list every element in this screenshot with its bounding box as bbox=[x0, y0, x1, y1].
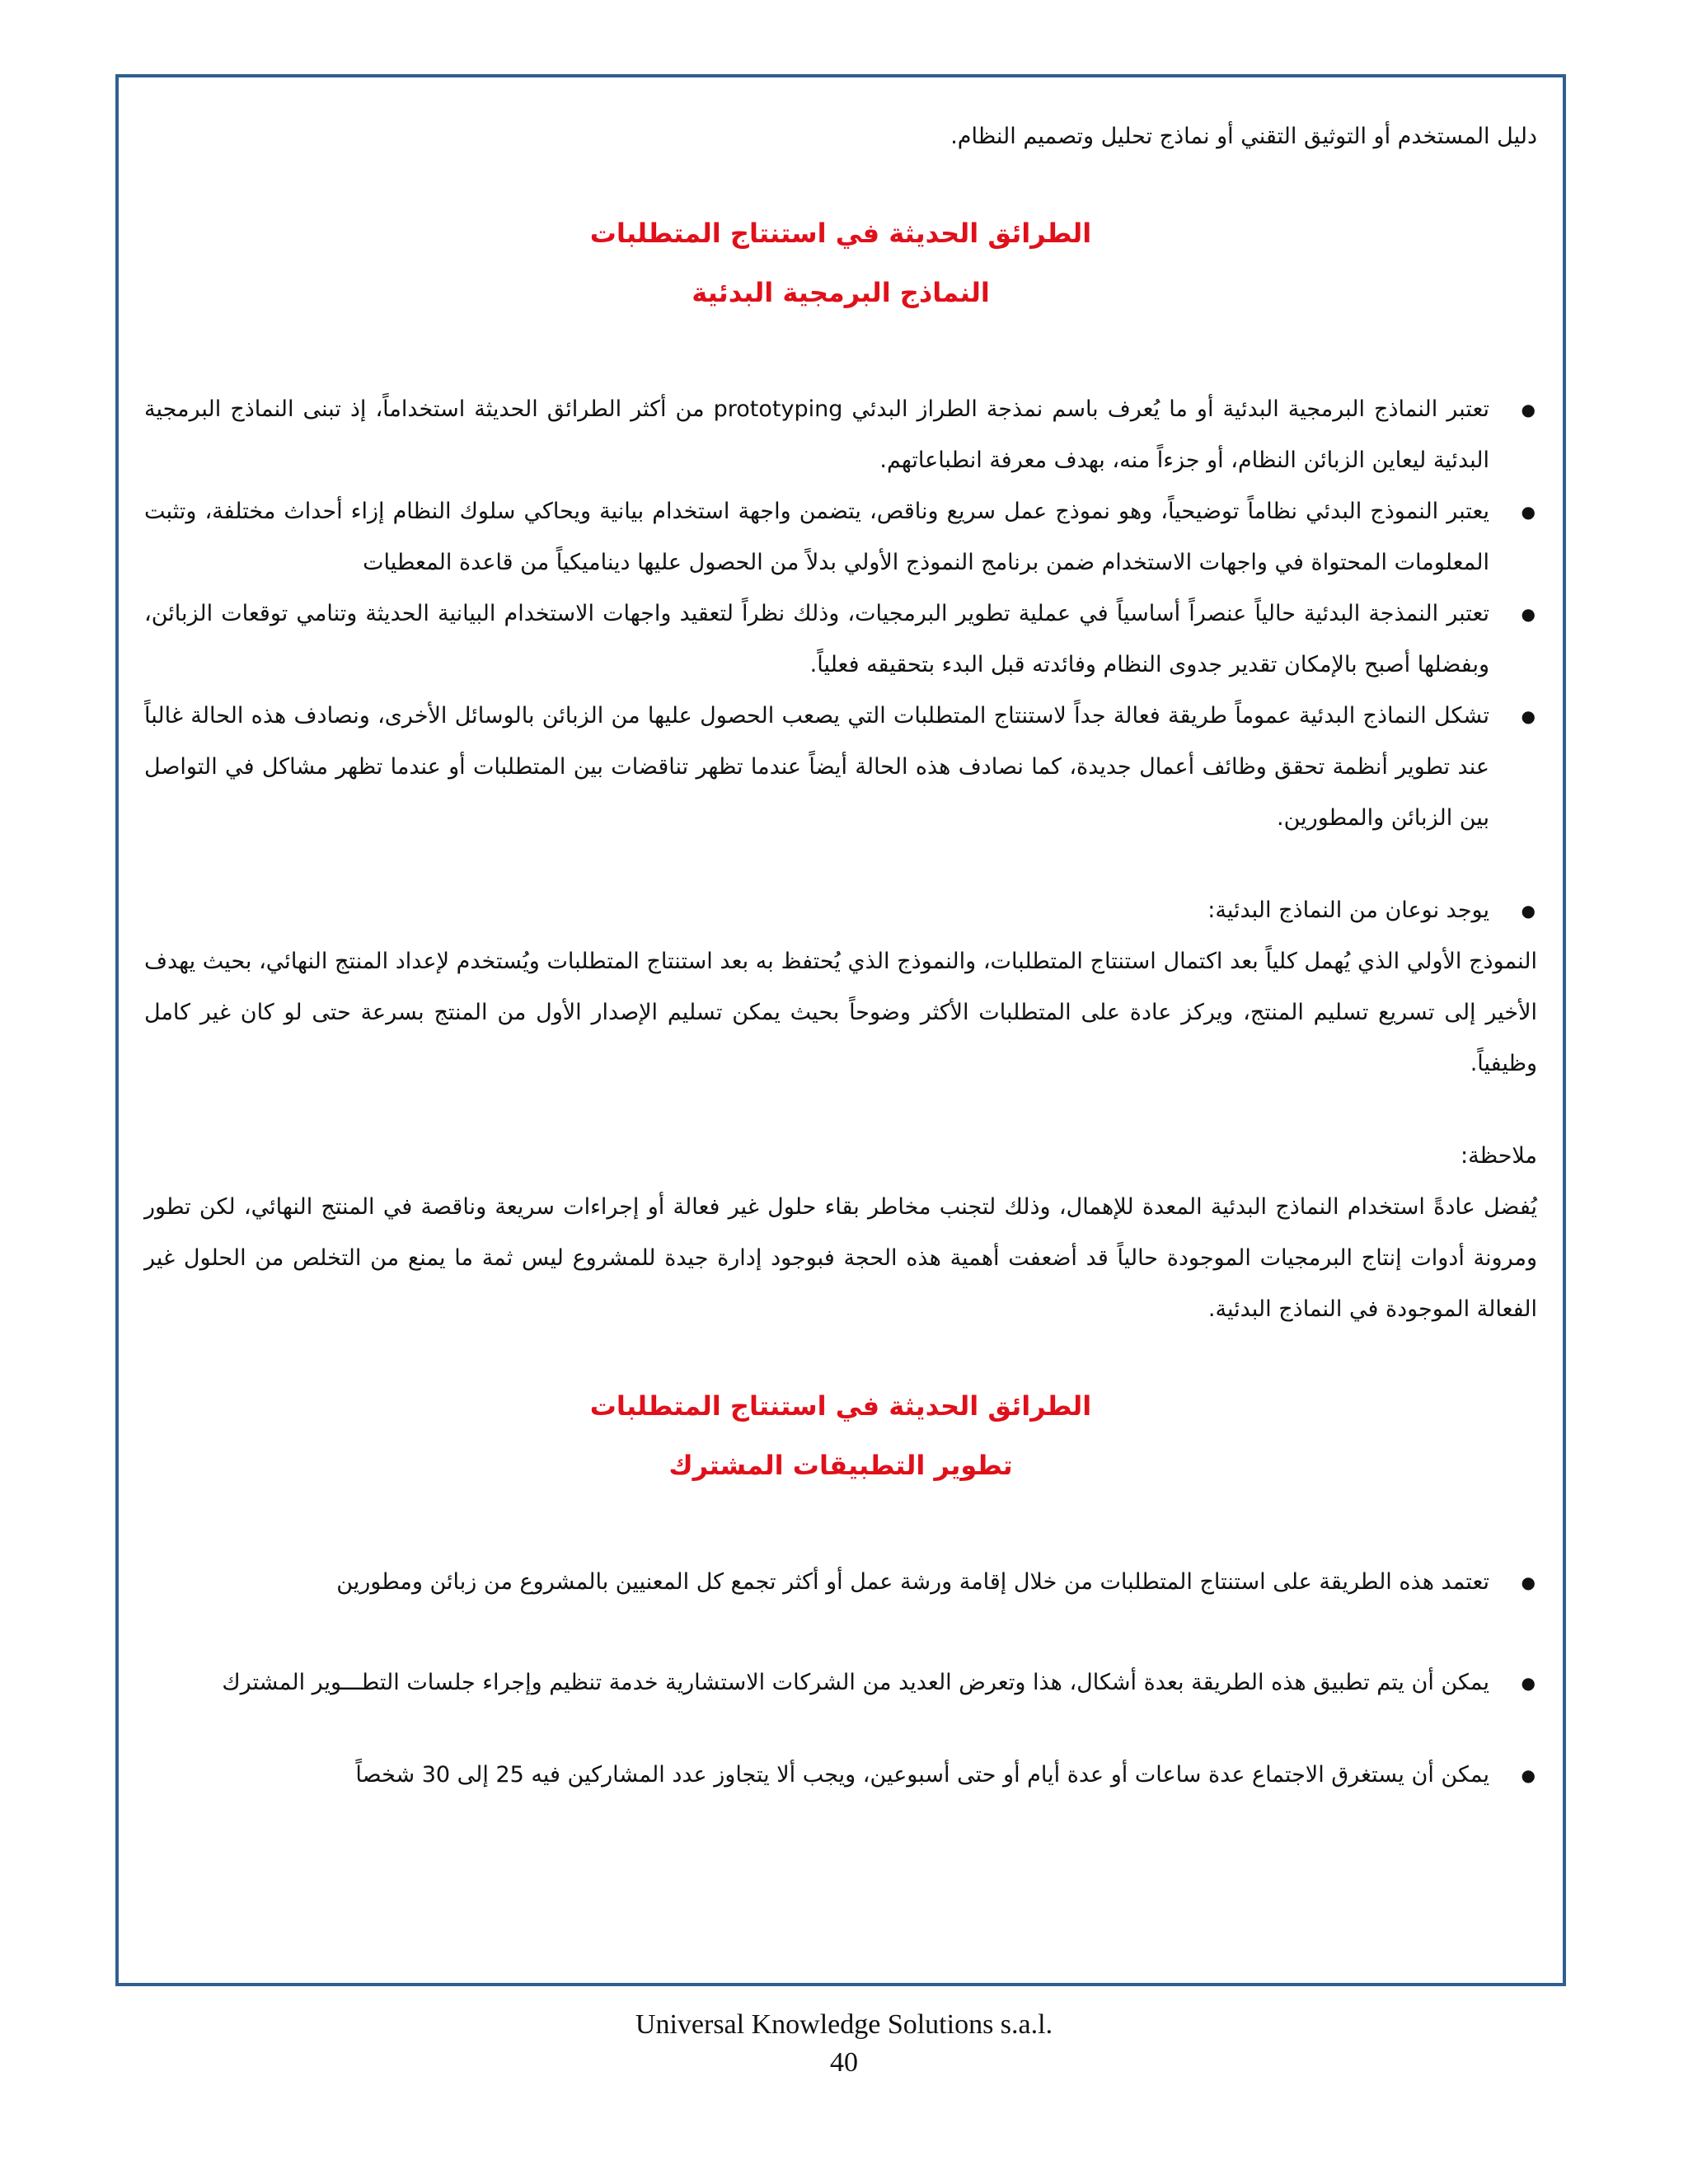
note-label: ملاحظة: bbox=[1461, 1143, 1537, 1169]
page-content bbox=[144, 111, 1537, 1801]
list-item: ● يعتبر النموذج البدئي نظاماً توضيحياً، وهو نموذج عمل سريع وناقص، يتضمن واجهة استخدام بيانية ويحاكي سلوك النظام إزاء أحداث مختلفة، وتثبت المعلومات المحتواة في واجهات الاستخدام ضمن برنامج النموذج الأولي بدلاً من الحصول عليها ديناميكياً من قاعدة المعطيات bbox=[144, 486, 1489, 588]
note-paragraph: يُفضل عادةً استخدام النماذج البدئية المعدة للإهمال، وذلك لتجنب مخاطر بقاء حلول غير فعالة أو إجراءات سريعة وناقصة في المنتج النهائي، لكن تطور ومرونة أدوات إنتاج البرمجيات الموجودة حالياً قد أضعفت أهمية هذه الحجة فبوجود إدارة جيدة للمشروع ليس ثمة ما يمنع من التخلص من الحلول غير الفعالة الموجودة في النماذج البدئية. bbox=[144, 1194, 1537, 1322]
section1-bullet-list bbox=[144, 384, 1537, 844]
list-item: ● تعتبر النماذج البرمجية البدئية أو ما يُعرف باسم نمذجة الطراز البدئي prototyping من أكثر الطرائق الحديثة استخداماً، إذ تبنى النماذج البرمجية البدئية ليعاين الزبائن النظام، أو جزءاً منه، بهدف معرفة انطباعاتهم. bbox=[144, 384, 1489, 486]
section2-bullet-list-3 bbox=[144, 1750, 1537, 1801]
list-item: ● تعتمد هذه الطريقة على استنتاج المتطلبات من خلال إقامة ورشة عمل أو أكثر تجمع كل المعنيين بالمشروع من زبائن ومطورين bbox=[144, 1557, 1489, 1608]
section1-subtitle: النماذج البرمجية البدئية bbox=[692, 277, 990, 308]
footer-company: Universal Knowledge Solutions s.a.l. bbox=[635, 2009, 1053, 2040]
page-number: 40 bbox=[830, 2047, 858, 2078]
list-item: ● تشكل النماذج البدئية عموماً طريقة فعالة جداً لاستنتاج المتطلبات التي يصعب الحصول عليها من الزبائن بالوسائل الأخرى، ونصادف هذه الحالة غالباً عند تطوير أنظمة تحقق وظائف أعمال جديدة، كما نصادف هذه الحالة أيضاً عندما تظهر تناقضات بين المتطلبات أو عندما تظهر مشاكل في التواصل بين الزبائن والمطورين. bbox=[144, 691, 1489, 844]
intro-paragraph: دليل المستخدم أو التوثيق التقني أو نماذج تحليل وتصميم النظام. bbox=[950, 124, 1537, 149]
section2-title: الطرائق الحديثة في استنتاج المتطلبات bbox=[589, 1390, 1092, 1422]
section2-bullet-list-2 bbox=[144, 1657, 1537, 1708]
list-item: ● يمكن أن يستغرق الاجتماع عدة ساعات أو عدة أيام أو حتى أسبوعين، ويجب ألا يتجاوز عدد المشاركين فيه 25 إلى 30 شخصاً bbox=[144, 1750, 1489, 1801]
types-bullet-list bbox=[144, 885, 1537, 936]
list-item: ● تعتبر النمذجة البدئية حالياً عنصراً أساسياً في عملية تطوير البرمجيات، وذلك نظراً لتعقيد واجهات الاستخدام البيانية الحديثة وتنامي توقعات الزبائن، وبفضلها أصبح بالإمكان تقدير جدوى النظام وفائدته قبل البدء بتحقيقه فعلياً. bbox=[144, 588, 1489, 691]
types-paragraph: النموذج الأولي الذي يُهمل كلياً بعد اكتمال استنتاج المتطلبات، والنموذج الذي يُحتفظ به بعد استنتاج المتطلبات ويُستخدم لإعداد المنتج النهائي، بحيث يهدف الأخير إلى تسريع تسليم المنتج، ويركز عادة على المتطلبات الأكثر وضوحاً بحيث يمكن تسليم الإصدار الأول من المنتج بسرعة حتى لو كان غير كامل وظيفياً. bbox=[144, 949, 1537, 1076]
section2-subtitle: تطوير التطبيقات المشترك bbox=[668, 1450, 1013, 1481]
section1-title: الطرائق الحديثة في استنتاج المتطلبات bbox=[589, 218, 1092, 249]
list-item: ● يوجد نوعان من النماذج البدئية: bbox=[144, 885, 1489, 936]
list-item: ● يمكن أن يتم تطبيق هذه الطريقة بعدة أشكال، هذا وتعرض العديد من الشركات الاستشارية خدمة تنظيم وإجراء جلسات التطـــوير المشترك bbox=[144, 1657, 1489, 1708]
spacer bbox=[144, 1608, 1489, 1633]
section2-bullet-list bbox=[144, 1557, 1537, 1633]
